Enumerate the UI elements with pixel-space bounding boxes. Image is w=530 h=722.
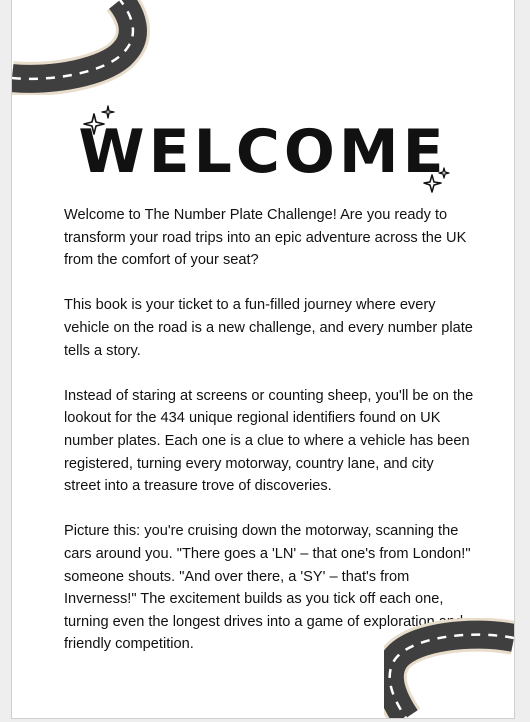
paragraph-intro: Welcome to The Number Plate Challenge! Are you ready to transform your road trips into an epic adventure across the UK from the comfort of your seat?	[64, 207, 467, 269]
document-page	[11, 0, 515, 719]
paragraph-ticket: This book is your ticket to a fun-filled journey where every vehicle on the road is a new challenge, and every number plate tells a story.	[64, 297, 473, 359]
road-curve-bottom-illustration	[384, 618, 514, 718]
paragraph-identifiers: Instead of staring at screens or counting sheep, you'll be on the lookout for the 434 unique regional identifiers found on UK number plates. Each one is a clue to where a vehicle has been registered, turning every motorway, country lane, and city street into a treasure trove of discoveries.	[64, 387, 474, 495]
sparkle-icon	[422, 166, 452, 196]
page-title: WELCOME	[78, 117, 448, 187]
road-curve-top-illustration	[12, 0, 152, 95]
paragraph-picture-this: Picture this: you're cruising down the motorway, scanning the cars around you. "There goes a 'LN' – that one's from London!" someone shouts. "And over there, a 'SY' – that's from Inverness!" The excitement builds as you tick off each one, turning even the longest drives into a game of exploration and friendly competition.	[64, 523, 471, 653]
body-text	[64, 204, 474, 678]
